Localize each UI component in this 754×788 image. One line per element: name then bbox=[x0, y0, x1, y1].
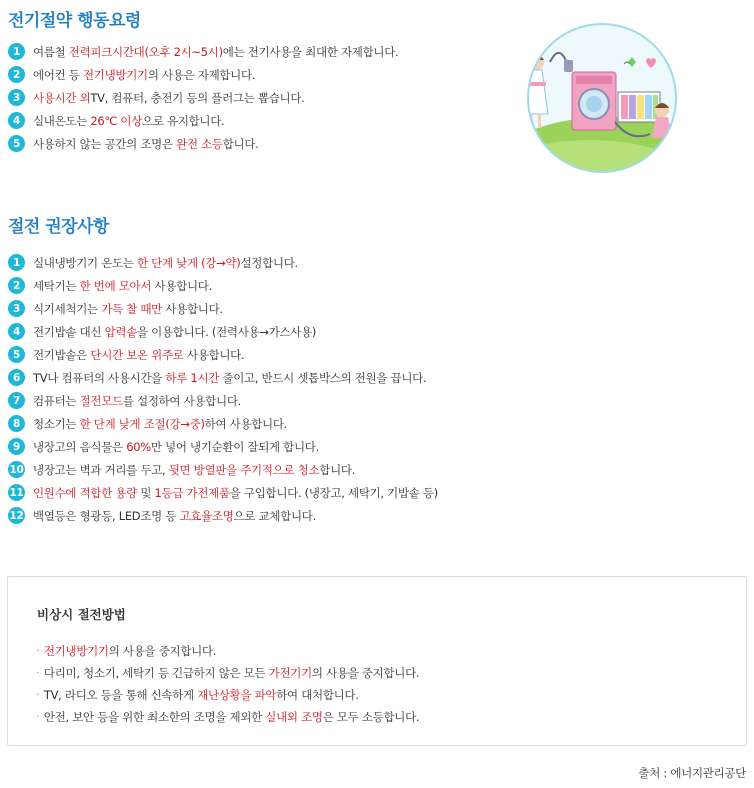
item-text: 청소기는 bbox=[33, 416, 80, 431]
item-text: 및 bbox=[137, 485, 155, 500]
highlight-text: 한 번에 모아서 bbox=[79, 278, 152, 293]
list-item-text bbox=[33, 462, 355, 478]
bullet-dot: · bbox=[36, 711, 39, 723]
list-item-text bbox=[33, 255, 298, 271]
item-text: 하여 사용합니다. bbox=[204, 416, 288, 431]
list-item-text bbox=[33, 67, 255, 83]
list-item bbox=[8, 481, 438, 504]
item-text: 안전, 보안 등을 위한 최소한의 조명을 제외한 bbox=[43, 710, 266, 724]
item-text: 은 모두 소등합니다. bbox=[322, 710, 420, 724]
highlight-text: 26℃ 이상 bbox=[90, 113, 143, 128]
list-item bbox=[8, 504, 438, 527]
item-text: 전기밥솥은 bbox=[33, 347, 91, 362]
list-item bbox=[8, 297, 438, 320]
section1-title: 전기절약 행동요령 bbox=[8, 11, 141, 31]
list-item-text bbox=[44, 643, 216, 659]
item-text: 사용합니다. bbox=[161, 301, 223, 316]
number-badge: 8 bbox=[8, 415, 25, 432]
item-text: 설정합니다. bbox=[240, 255, 298, 270]
highlight-text: 사용시간 외 bbox=[33, 90, 91, 105]
list-item bbox=[8, 274, 438, 297]
list-item-text bbox=[44, 665, 419, 681]
highlight-text: 전기냉방기기 bbox=[82, 67, 148, 82]
number-badge: 9 bbox=[8, 438, 25, 455]
item-text: TV나 컴퓨터의 사용시간을 bbox=[33, 370, 166, 385]
item-text: 의 사용은 자제합니다. bbox=[147, 67, 256, 82]
highlight-text: 뒷면 방열판을 주기적으로 청소 bbox=[168, 462, 320, 477]
item-text: 컴퓨터는 bbox=[33, 393, 80, 408]
number-badge: 12 bbox=[8, 507, 25, 524]
item-text: 줄이고, 반드시 셋톱박스의 전원을 끕니다. bbox=[219, 370, 427, 385]
item-text: 세탁기는 bbox=[33, 278, 80, 293]
number-badge: 10 bbox=[8, 461, 25, 478]
list-item-text bbox=[44, 709, 419, 725]
item-text: 사용합니다. bbox=[151, 278, 212, 293]
list-item-text bbox=[33, 113, 224, 129]
number-badge: 4 bbox=[8, 323, 25, 340]
item-text: 에는 전기사용을 최대한 자제합니다. bbox=[222, 44, 399, 59]
highlight-text: 재난상황을 파악 bbox=[197, 688, 277, 702]
highlight-text: 전기냉방기기 bbox=[43, 644, 109, 658]
number-badge: 3 bbox=[8, 300, 25, 317]
list-item-text bbox=[33, 347, 244, 363]
item-text: 백열등은 형광등, LED조명 등 bbox=[33, 508, 180, 523]
list-item bbox=[8, 458, 438, 481]
list-item bbox=[8, 366, 438, 389]
highlight-text: 절전모드 bbox=[79, 393, 123, 408]
highlight-text: 한 단계 낮게 (강→약) bbox=[137, 255, 241, 270]
bullet-dot: · bbox=[36, 689, 39, 701]
list-item-text bbox=[33, 439, 319, 455]
emergency-list bbox=[36, 640, 419, 728]
item-text: TV, 라디오 등을 통해 신속하게 bbox=[43, 688, 198, 702]
highlight-text: 1등급 가전제품 bbox=[154, 485, 230, 500]
list-item-text bbox=[33, 44, 398, 60]
emergency-title: 비상시 절전방법 bbox=[37, 607, 126, 622]
number-badge: 5 bbox=[8, 135, 25, 152]
highlight-text: 하루 1시간 bbox=[165, 370, 220, 385]
list-item bbox=[8, 435, 438, 458]
highlight-text: 완전 소등 bbox=[176, 136, 223, 151]
emergency-box bbox=[7, 576, 747, 746]
list-item-text bbox=[33, 136, 259, 152]
list-item-text bbox=[33, 370, 426, 386]
list-item-text bbox=[33, 324, 316, 340]
number-badge: 5 bbox=[8, 346, 25, 363]
list-item-text bbox=[33, 416, 287, 432]
list-item-text bbox=[33, 485, 438, 501]
number-badge: 1 bbox=[8, 254, 25, 271]
item-text: TV, 컴퓨터, 충전기 등의 플러그는 뽑습니다. bbox=[90, 90, 305, 105]
item-text: 으로 유지합니다. bbox=[142, 113, 225, 128]
item-text: 전기밥솥 대신 bbox=[33, 324, 105, 339]
highlight-text: 가전기기 bbox=[268, 666, 312, 680]
list-item bbox=[36, 706, 419, 728]
item-text: 의 사용을 중지합니다. bbox=[311, 666, 420, 680]
list-item bbox=[8, 63, 398, 86]
number-badge: 2 bbox=[8, 277, 25, 294]
highlight-text: 압력솥 bbox=[104, 324, 138, 339]
list-item-text bbox=[33, 278, 212, 294]
list-item-text bbox=[33, 301, 223, 317]
list-item-text bbox=[33, 508, 316, 524]
section2-list bbox=[8, 251, 438, 527]
highlight-text: 고효율조명 bbox=[179, 508, 234, 523]
number-badge: 7 bbox=[8, 392, 25, 409]
item-text: 합니다. bbox=[319, 462, 356, 477]
item-text: 으로 교체합니다. bbox=[233, 508, 316, 523]
item-text: 를 설정하여 사용합니다. bbox=[122, 393, 241, 408]
item-text: 식기세척기는 bbox=[33, 301, 102, 316]
bullet-dot: · bbox=[36, 645, 39, 657]
energy-saving-illustration bbox=[520, 22, 680, 178]
number-badge: 3 bbox=[8, 89, 25, 106]
highlight-text: 가득 찰 때만 bbox=[101, 301, 162, 316]
list-item bbox=[36, 662, 419, 684]
item-text: 의 사용을 중지합니다. bbox=[108, 644, 217, 658]
section2-title: 절전 권장사항 bbox=[8, 217, 109, 237]
list-item bbox=[36, 640, 419, 662]
item-text: 을 구입합니다. (냉장고, 세탁기, 기밥솥 등) bbox=[229, 485, 438, 500]
list-item bbox=[8, 412, 438, 435]
bullet-dot: · bbox=[36, 667, 39, 679]
number-badge: 6 bbox=[8, 369, 25, 386]
list-item bbox=[8, 40, 398, 63]
item-text: 다리미, 청소기, 세탁기 등 긴급하지 않은 모든 bbox=[43, 666, 269, 680]
item-text: 사용합니다. bbox=[183, 347, 245, 362]
list-item bbox=[8, 320, 438, 343]
highlight-text: 실내외 조명 bbox=[265, 710, 323, 724]
number-badge: 2 bbox=[8, 66, 25, 83]
item-text: 냉장고의 음식물은 bbox=[33, 439, 127, 454]
list-item bbox=[8, 109, 398, 132]
source-credit: 출처 : 에너지관리공단 bbox=[638, 766, 746, 780]
item-text: 에어컨 등 bbox=[33, 67, 83, 82]
list-item bbox=[8, 251, 438, 274]
list-item bbox=[8, 86, 398, 109]
list-item bbox=[36, 684, 419, 706]
list-item-text bbox=[44, 687, 359, 703]
list-item bbox=[8, 132, 398, 155]
number-badge: 4 bbox=[8, 112, 25, 129]
item-text: 만 넣어 냉기순환이 잘되게 합니다. bbox=[150, 439, 319, 454]
item-text: 사용하지 않는 공간의 조명은 bbox=[33, 136, 177, 151]
highlight-text: 단시간 보온 위주로 bbox=[90, 347, 184, 362]
item-text: 실내온도는 bbox=[33, 113, 91, 128]
number-badge: 11 bbox=[8, 484, 25, 501]
list-item-text bbox=[33, 393, 241, 409]
item-text: 냉장고는 벽과 거리를 두고, bbox=[33, 462, 169, 477]
list-item bbox=[8, 389, 438, 412]
item-text: 여름철 bbox=[33, 44, 69, 59]
list-item-text bbox=[33, 90, 305, 106]
highlight-text: 인원수에 적합한 용량 bbox=[33, 485, 137, 500]
highlight-text: 60% bbox=[126, 439, 151, 454]
section1-list bbox=[8, 40, 398, 155]
item-text: 실내냉방기기 온도는 bbox=[33, 255, 137, 270]
item-text: 을 이용합니다. (전력사용→가스사용) bbox=[137, 324, 317, 339]
highlight-text: 전력피크시간대(오후 2시~5시) bbox=[68, 44, 223, 59]
list-item bbox=[8, 343, 438, 366]
item-text: 하여 대처합니다. bbox=[276, 688, 359, 702]
item-text: 합니다. bbox=[222, 136, 259, 151]
highlight-text: 한 단계 낮게 조절(강→중) bbox=[79, 416, 205, 431]
number-badge: 1 bbox=[8, 43, 25, 60]
